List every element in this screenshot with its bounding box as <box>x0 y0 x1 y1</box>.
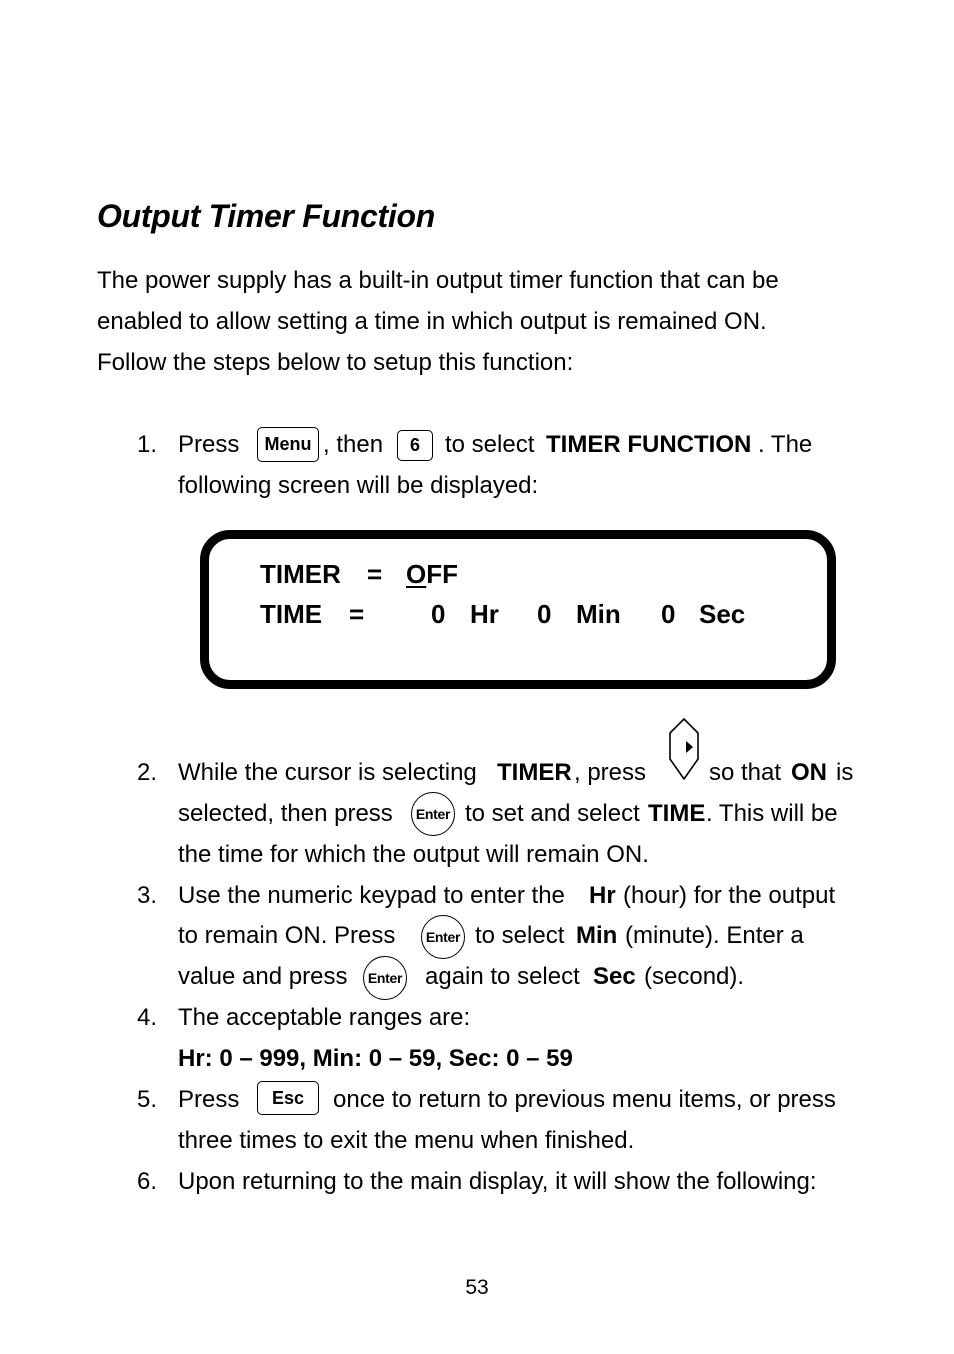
step-1-number: 1. <box>137 431 158 458</box>
step-5-text: once to return to previous menu items, or press <box>333 1086 836 1113</box>
six-key-icon: 6 <box>397 430 433 461</box>
lcd-sec-unit: Sec <box>699 599 746 629</box>
step-1-text: . The <box>758 431 813 458</box>
intro-line-1: The power supply has a built-in output timer function that can be <box>97 267 779 294</box>
lcd-timer-value: FF <box>426 559 458 589</box>
menu-key-icon: Menu <box>257 427 319 462</box>
lcd-min-value: 0 <box>537 599 552 629</box>
esc-key-icon: Esc <box>257 1081 319 1115</box>
step-1-text: to select <box>445 431 535 458</box>
step-2-text: . This will be <box>706 800 838 827</box>
step-2-emphasis: TIME <box>648 800 706 827</box>
step-5-text: Press <box>178 1086 240 1113</box>
intro-line-2: enabled to allow setting a time in which output is remained ON. <box>97 308 767 335</box>
step-3-emphasis: Sec <box>593 963 636 990</box>
page-number: 53 <box>465 1276 489 1299</box>
step-6-number: 6. <box>137 1168 158 1195</box>
right-arrow-key-icon <box>667 716 703 782</box>
step-1-emphasis: TIMER FUNCTION <box>546 431 752 458</box>
step-1-text: Press <box>178 431 240 458</box>
step-3-text: to select <box>475 922 565 949</box>
lcd-hr-value: 0 <box>431 599 446 629</box>
enter-key-icon: Enter <box>421 915 465 959</box>
step-2-text: , press <box>574 759 647 786</box>
step-3-number: 3. <box>137 882 158 909</box>
step-2-text: the time for which the output will remain ON. <box>178 841 649 868</box>
step-3-emphasis: Hr <box>589 882 616 909</box>
step-3-emphasis: Min <box>576 922 618 949</box>
step-2-text: While the cursor is selecting <box>178 759 477 786</box>
step-3-text: (minute). Enter a <box>625 922 804 949</box>
enter-key-icon: Enter <box>363 956 407 1000</box>
lcd-min-unit: Min <box>576 599 621 629</box>
step-6-text: Upon returning to the main display, it will show the following: <box>178 1168 817 1195</box>
lcd-sec-value: 0 <box>661 599 676 629</box>
step-5-text: three times to exit the menu when finished. <box>178 1127 635 1154</box>
step-3-text: (second). <box>644 963 745 990</box>
step-4-ranges: Hr: 0 – 999, Min: 0 – 59, Sec: 0 – 59 <box>178 1045 573 1072</box>
step-3-text: value and press <box>178 963 348 990</box>
step-3-text: again to select <box>425 963 580 990</box>
step-2-number: 2. <box>137 759 158 786</box>
step-5-number: 5. <box>137 1086 158 1113</box>
step-2-text: is <box>836 759 854 786</box>
step-4-number: 4. <box>137 1004 158 1031</box>
step-2-text: selected, then press <box>178 800 393 827</box>
step-2-text: to set and select <box>465 800 640 827</box>
intro-line-3: Follow the steps below to setup this function: <box>97 349 574 376</box>
step-2-emphasis: TIMER <box>497 759 572 786</box>
lcd-equals: = <box>349 599 365 629</box>
lcd-hr-unit: Hr <box>470 599 499 629</box>
step-3-text: to remain ON. Press <box>178 922 396 949</box>
step-4-text: The acceptable ranges are: <box>178 1004 471 1031</box>
step-2-text: so that <box>709 759 782 786</box>
step-1-text: , then <box>323 431 384 458</box>
step-2-emphasis: ON <box>791 759 827 786</box>
step-3-text: (hour) for the output <box>623 882 836 909</box>
lcd-time-label: TIME <box>260 599 323 629</box>
page-title: Output Timer Function <box>97 198 435 234</box>
lcd-cursor: O <box>406 559 427 589</box>
step-3-text: Use the numeric keypad to enter the <box>178 882 565 909</box>
step-1-text: following screen will be displayed: <box>178 472 539 499</box>
lcd-timer-label: TIMER <box>260 559 341 589</box>
enter-key-icon: Enter <box>411 792 455 836</box>
lcd-equals: = <box>367 559 383 589</box>
